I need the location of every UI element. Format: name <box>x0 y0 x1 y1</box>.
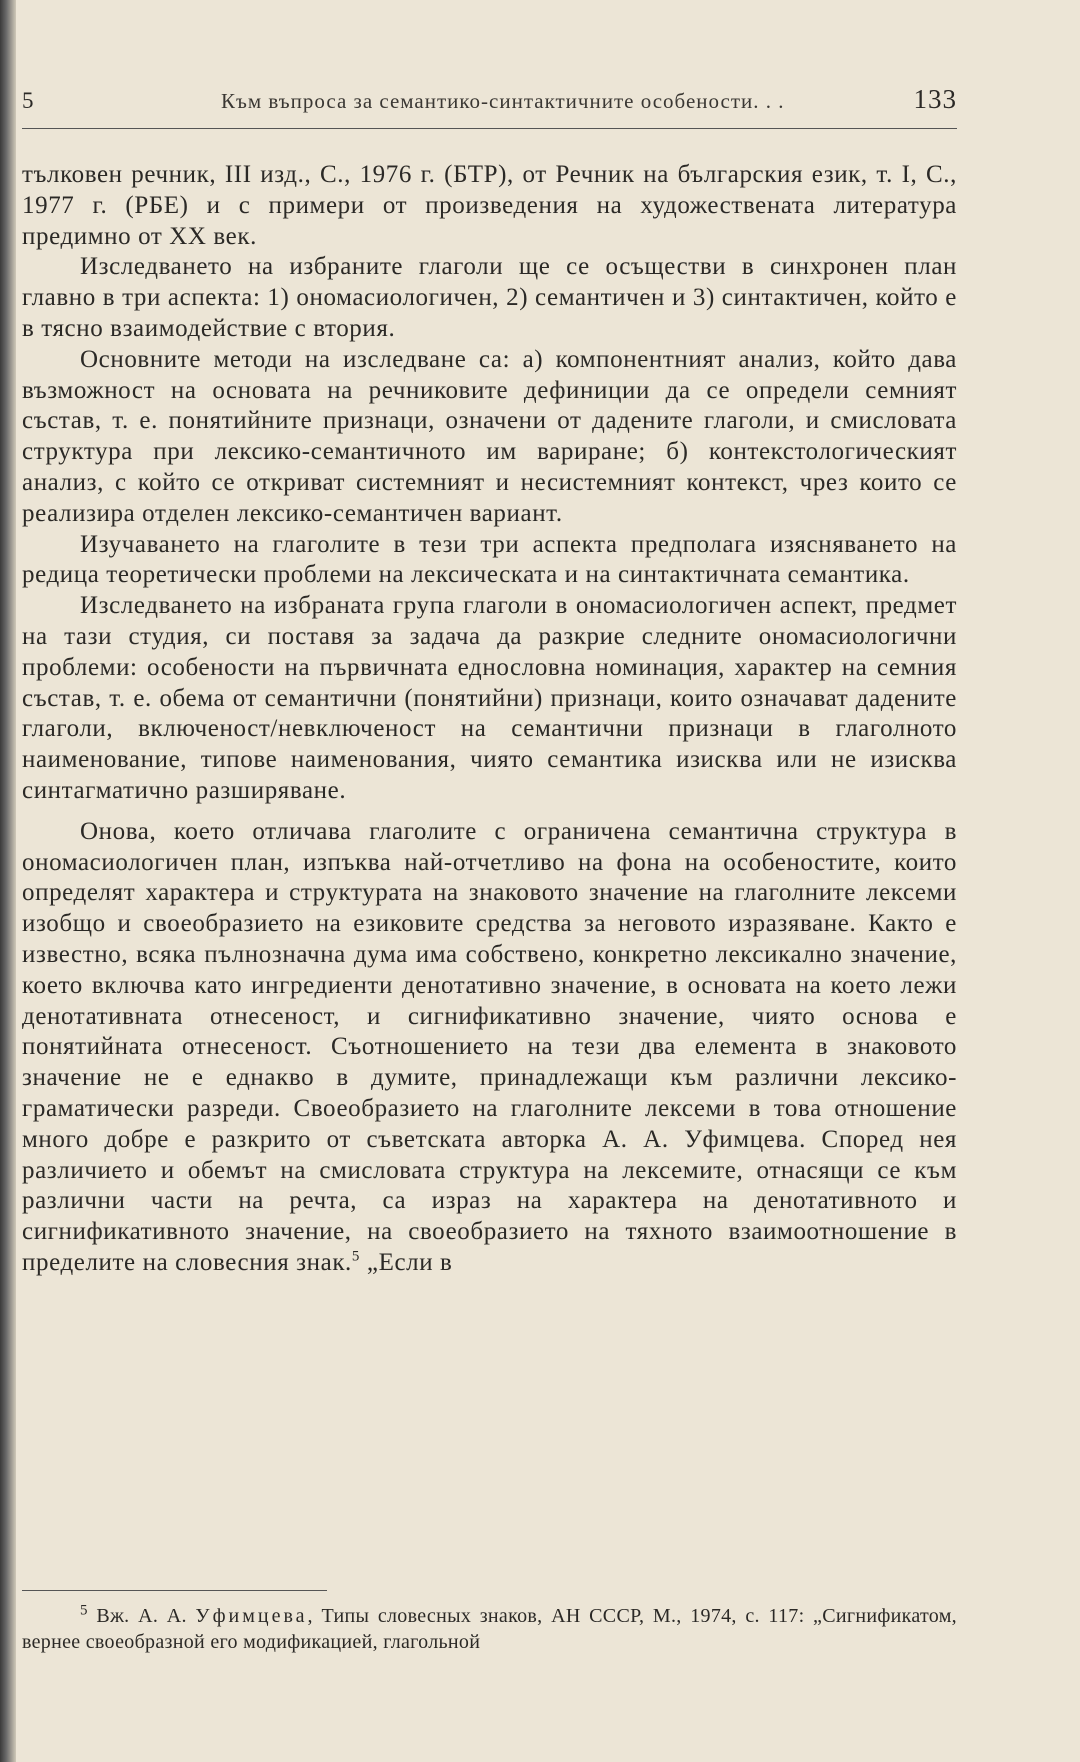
paragraph-3: Основните методи на изследване са: а) компонентният анализ, който дава възможност на основата на речниковите дефиниции да се определи семният състав, т. е. понятийните признаци, означени от дадените глаголи, и смисловата структура при лексико-семантичното им вариране; б) контекстологическият анализ, с който се откриват системният и несистемният контекст, чрез които се реализира отделен лексико-семантичен вариант. <box>22 345 957 527</box>
footnote-lead: Вж. А. А. <box>87 1605 196 1627</box>
paragraph-6 <box>22 817 957 1279</box>
chapter-number: 5 <box>22 88 34 113</box>
paragraph-5: Изследването на избраната група глаголи в ономасиологичен аспект, предмет на тази студия, си поставя за задача да разкрие следните ономасиологични проблеми: особености на първичната еднословна номинация, характер на семния състав, т. е. обема от семантични (понятийни) признаци, които означават дадените глаголи, включеност/невключеност на семантични признаци в глаголното наименование, типове наименования, чиято семантика изисква или не изисква синтагматично разширяване. <box>22 592 957 804</box>
header-rule <box>22 128 957 129</box>
footnote-rule <box>22 1590 327 1591</box>
paragraph-6-tail: „Если в <box>360 1248 453 1276</box>
running-title: Към въпроса за семантико-синтактичните особености. . . <box>220 89 785 113</box>
footnote-reference: 5 <box>351 1248 361 1265</box>
paragraph-1: тълковен речник, III изд., С., 1976 г. (БТР), от Речник на българския език, т. I, С., 1977 г. (РБЕ) и с примери от произведения на художествената литература предимно от XX век. <box>22 161 957 250</box>
footnote <box>22 1603 957 1655</box>
paragraph-2: Изследването на избраните глаголи ще се осъществи в синхронен план главно в три аспекта: 1) ономасиологичен, 2) семантичен и 3) синтактичен, който е в тясно взаимодействие с втория. <box>22 253 957 342</box>
book-page <box>22 0 1062 1762</box>
footnote-author: Уфимцева <box>195 1605 308 1627</box>
footnote-mark: 5 <box>80 1602 88 1619</box>
page-number: 133 <box>913 84 957 114</box>
running-header <box>22 84 957 124</box>
book-spine-shadow <box>0 0 16 1762</box>
paragraph-6-text: Онова, което отличава глаголите с ограничена семантична структура в ономасиологичен план, изпъква най-отчетливо на фона на особеностите, които определят характера и структурата на знаковото значение на глаголните лексеми изобщо и своеобразието на езиковите средства за неговото изразяване. Както е известно, всяка пълнозначна дума има собствено, конкретно лексикално значение, което включва като ингредиенти денотативно значение, в основата на което лежи денотативната отнесеност, и сигнификативно значение, чиято основа е понятийната отнесеност. Съотношението на тези два елемента в знаковото значение не е еднакво в думите, принадлежащи към различни лексико-граматически разреди. Своеобразието на глаголните лексеми в това отношение много добре е разкрито от съветската авторка А. А. Уфимцева. Според нея различието и обемът на смисловата структура на лексемите, отнасящи се към различни части на речта, са израз на характера на денотативното и сигнификативното значение, на своеобразието на тяхното взаимоотношение в пределите на словесния знак. <box>22 817 957 1276</box>
footnote-text: , Типы словесных знаков, АН СССР, М., 1974, с. 117: „Сигнификатом, вернее своеобразной его модификацией, глагольной <box>22 1605 957 1653</box>
paragraph-4: Изучаването на глаголите в тези три аспекта предполага изясняването на редица теоретически проблеми на лексическата и на синтактичната семантика. <box>22 530 957 589</box>
body-text <box>22 160 957 1279</box>
